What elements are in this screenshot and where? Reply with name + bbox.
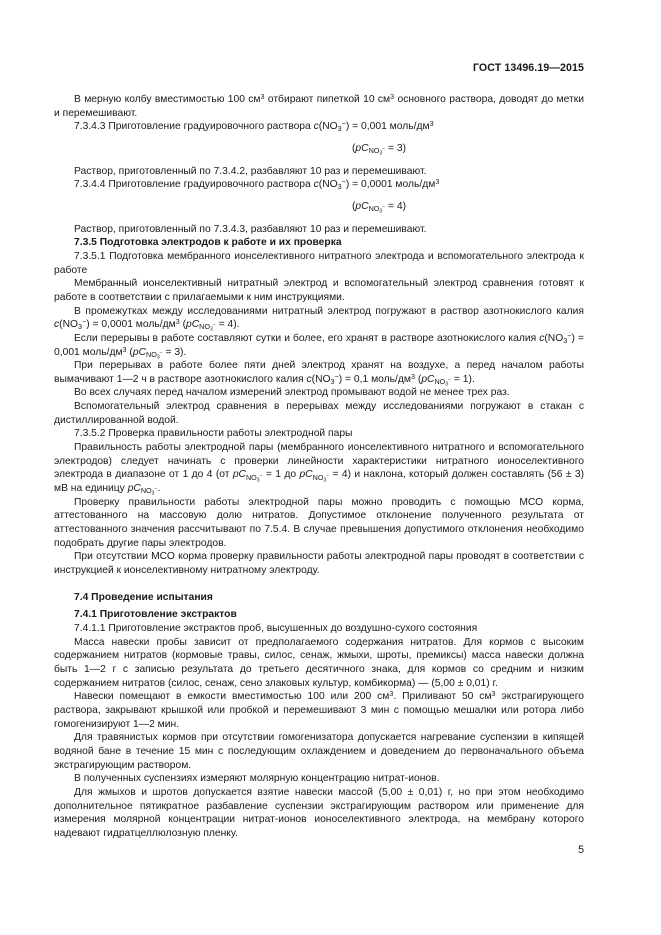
- paragraph: Во всех случаях перед началом измерений электрод промывают водой не менее трех раз.: [74, 387, 510, 399]
- paragraph: В промежутках между исследованиями нитратный электрод погружают в раствор азотнокислого калия $с(NO_3^-) = 0,0001$ моль/$дм^3$ $(pC_{NO_3^-} = 4)$.: [54, 305, 584, 333]
- spacer: [54, 156, 584, 165]
- paragraph: 7.4.1.1 Приготовление экстрактов проб, высушенных до воздушно-сухого состояния: [74, 622, 478, 634]
- spacer: [54, 214, 584, 223]
- paragraph: В полученных суспензиях измеряют молярную концентрацию нитрат-ионов.: [74, 773, 440, 785]
- paragraph: Навески помещают в емкости вместимостью 100 или 200 $см^3$. Приливают 50 $см^3$ экстрагирующего раствора, закрывают крышкой или пробкой и перемешивают 3 мин с помощью мешалки или ротора либо гомогенизируют 1—2 мин.: [54, 689, 584, 730]
- paragraph: Масса навески пробы зависит от предполагаемого содержания нитратов. Для кормов с высоким содержанием нитратов (кормовые травы, силос, сенаж, жмыхи, шроты, премиксы) масса навески должна быть 1—2 г с записью результата до третьего десятичного знака, для кормов со средним и низким содержанием нитратов (силос, сенаж, сено злаковых культур, комбикорма) — (5,00 ± 0,01) г.: [54, 636, 584, 689]
- spacer: [54, 192, 584, 200]
- paragraph: Раствор, приготовленный по 7.3.4.3, разбавляют 10 раз и перемешивают.: [74, 223, 427, 235]
- section-heading: 7.4 Проведение испытания: [74, 591, 213, 603]
- paragraph: 7.3.5.1 Подготовка мембранного ионселективного нитратного электрода и вспомогательного электрода к работе: [54, 250, 584, 276]
- paragraph: Для жмыхов и шротов допускается взятие навески массой (5,00 ± 0,01) г, но при этом необходимо дополнительное пятикратное разбавление суспензии экстрагирующим раствором или применение для измерения молярной концентрации нитрат-ионов ионоселективного электрода, на мембрану которого надевают гидратцеллюлозную пленку.: [54, 786, 584, 839]
- spacer: [54, 578, 584, 591]
- paragraph: При перерывах в работе более пяти дней электрод хранят на воздухе, а перед началом работы вымачивают 1—2 ч в растворе азотнокислого калия $с(NO_3^-) = 0,1$ моль/$дм^3$ $(pC_{NO_3^-} = 1)$.: [54, 360, 584, 388]
- document-body: [54, 93, 584, 840]
- section-heading: 7.4.1 Приготовление экстрактов: [74, 609, 237, 621]
- formula: $(pC_{NO_3^-} = 3)$: [351, 142, 407, 157]
- paragraph: Раствор, приготовленный по 7.3.4.2, разбавляют 10 раз и перемешивают.: [74, 165, 427, 177]
- paragraph: Если перерывы в работе составляют сутки и более, его хранят в растворе азотнокислого калия $с(NO_3^-) = 0,001$ моль/$дм^3$ $(pC_{NO_3^-} = 3)$.: [54, 330, 584, 361]
- standard-header: ГОСТ 13496.19—2015: [472, 62, 584, 74]
- paragraph: В мерную колбу вместимостью 100 $см^3$ отбирают пипеткой 10 $см^3$ основного раствора, доводят до метки и перемешивают.: [54, 91, 584, 119]
- spacer: [54, 134, 584, 142]
- page-number: 5: [578, 844, 584, 856]
- paragraph: Правильность работы электродной пары (мембранного ионселективного нитратного и вспомогательного электродов) следует начинать с проверки линейности характеристики нитратного ионоселективного электрода в диапазоне от 1 до 4 (от $pC_{NO_3^-} = 1$ до $pC_{NO_3^-} = 4$) и наклона, который должен составлять (56 ± 3) мВ на единицу $pC_{NO_3^-}$.: [54, 442, 584, 497]
- section-heading: 7.3.5 Подготовка электродов к работе и их проверка: [74, 237, 342, 249]
- paragraph: При отсутствии МСО корма проверку правильности работы электродной пары проводят в соответствии с инструкцией к ионселективному нитратному электроду.: [54, 551, 584, 576]
- formula: $(pC_{NO_3^-} = 4)$: [351, 200, 407, 215]
- paragraph: 7.3.4.3 Приготовление градуировочного раствора $с(NO_3^-) = 0,001$ моль/$дм^3$: [74, 119, 434, 134]
- paragraph: Проверку правильности работы электродной пары можно проводить с помощью МСО корма, аттестованного на массовую долю нитратов. Допустимое отклонение полученного результата от аттестованного значения рассчитывают по 7.5.4. В случае превышения допустимого отклонения необходимо подобрать другие пары электродов.: [54, 496, 584, 549]
- paragraph: 7.3.5.2 Проверка правильности работы электродной пары: [74, 428, 353, 440]
- paragraph: 7.3.4.4 Приготовление градуировочного раствора $с(NO_3^-) = 0,0001$ моль/$дм^3$: [74, 177, 440, 192]
- paragraph: Вспомогательный электрод сравнения в перерывах между исследованиями погружают в стакан с дистиллированной водой.: [54, 401, 584, 426]
- paragraph: Для травянистых кормов при отсутствии гомогенизатора допускается нагревание суспензии в кипящей водяной бане в течение 15 мин с последующим охлаждением и доведением до первоначального объема экстрагирующим раствором.: [54, 732, 584, 771]
- paragraph: Мембранный ионселективный нитратный электрод и вспомогательный электрод сравнения готовят к работе в соответствии с прилагаемыми к ним инструкциями.: [54, 278, 584, 303]
